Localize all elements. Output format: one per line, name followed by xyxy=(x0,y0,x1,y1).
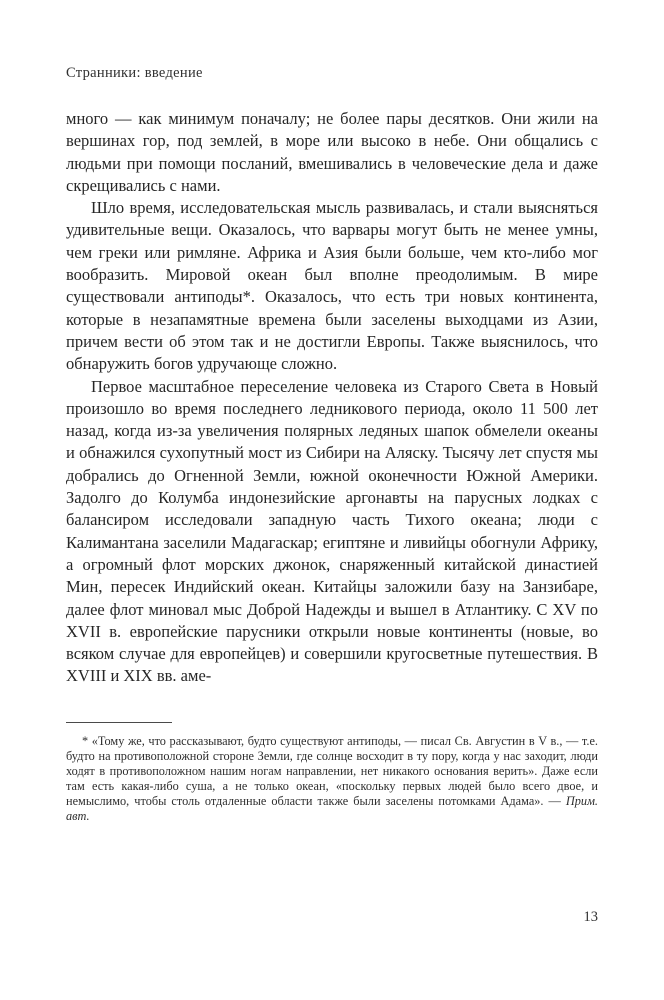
footnote-marker: * xyxy=(82,733,89,748)
paragraph-continuation: много — как минимум поначалу; не более пары десятков. Они жили на вершинах гор, под землей, в море или высоко в небе. Они общались с людьми при помощи посланий, вмешивались в человеческие дела и даже скрещивались с нами. xyxy=(66,109,598,195)
footnote-attribution: Прим. авт. xyxy=(66,793,598,823)
paragraph: Первое масштабное переселение человека из Старого Света в Новый произошло во время последнего ледникового периода, около 11 500 лет назад, когда из-за увеличения полярных ледяных шапок обмелели океаны и обнажился сухопутный мост из Сибири на Аляску. Тысячу лет спустя мы добрались до Огненной Земли, южной оконечности Южной Америки. Задолго до Колумба индонезийские аргонавты на парусных лодках с балансиром исследовали западную часть Тихого океана; люди с Калимантана заселили Мадагаскар; египтяне и ливийцы обогнули Африку, а огромный флот морских джонок, снаряженный китайской династией Мин, пересек Индийский океан. Китайцы заложили базу на Занзибаре, далее флот миновал мыс Доброй Надежды и вышел в Атлантику. С XV по XVII в. европейские парусники открыли новые континенты (новые, во всяком случае для европейцев) и совершили кругосветные путешествия. В XVIII и XIX вв. аме- xyxy=(66,376,598,686)
footnote-separator xyxy=(66,722,172,723)
running-header: Странники: введение xyxy=(66,65,203,81)
page-content xyxy=(66,64,598,824)
footnote-text: «Тому же, что рассказывают, будто существуют антиподы, — писал Св. Августин в V в., — т.е. будто на противоположной стороне Земли, где солнце восходит в ту пору, когда у нас заходит, люди ходят в противоположном нашим ногам направлении, нет никакого основания верить». Даже если там есть какая-либо суша, а не только океан, «поскольку первых людей было всего двое, и немыслимо, чтобы столь отдаленные области также были заселены потомками Адама». — xyxy=(66,733,598,808)
body-text xyxy=(66,108,598,688)
paragraph: Шло время, исследовательская мысль развивалась, и стали выясняться удивительные вещи. Оказалось, что варвары могут быть не менее умны, чем греки или римляне. Африка и Азия были больше, чем кто-либо мог вообразить. Мировой океан был вполне преодолимым. В мире существовали антиподы*. Оказалось, что есть три новых континента, которые в незапамятные времена были заселены выходцами из Азии, причем вести об этом так и не достигли Европы. Также выяснилось, что обнаружить богов удручающе сложно. xyxy=(66,198,598,374)
page-number: 13 xyxy=(583,909,598,925)
footnote xyxy=(66,734,598,824)
